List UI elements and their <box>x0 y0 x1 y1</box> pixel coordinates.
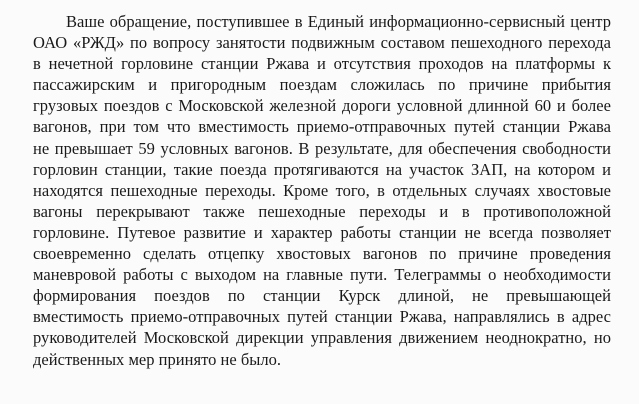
paragraph-line: Ваше обращение, поступившее в Единый информационно-сервисный центр <box>66 12 611 31</box>
paragraph-line: вагонов, при том что вместимость приемо-отправочных путей станции Ржава <box>33 117 611 137</box>
paragraph-line: пассажирским и пригородным поездам сложилась по причине прибытия <box>33 75 611 95</box>
letter-paragraph <box>33 11 611 370</box>
paragraph-line: горловин станции, такие поезда протягиваются на участок ЗАП, на котором и <box>33 159 611 179</box>
paragraph-line: своевременно сделать отцепку хвостовых вагонов по причине проведения <box>33 244 611 264</box>
paragraph-line: не превышает 59 условных вагонов. В результате, для обеспечения свободности <box>33 138 611 158</box>
paragraph-line: находятся пешеходные переходы. Кроме того, в отдельных случаях хвостовые <box>33 180 611 200</box>
paragraph-line: действенных мер принято не было. <box>33 349 282 369</box>
paragraph-line: руководителей Московской дирекции управления движением неоднократно, но <box>33 328 611 348</box>
paragraph-line: вместимость приемо-отправочных путей станции Ржава, направлялись в адрес <box>33 307 611 327</box>
paragraph-line: в нечетной горловине станции Ржава и отсутствия проходов на платформы к <box>33 54 611 74</box>
paragraph-line: вагоны перекрывают также пешеходные переходы и в противоположной <box>33 201 611 221</box>
paragraph-line: формирования поездов по станции Курск длиной, не превышающей <box>33 286 611 306</box>
paragraph-line: маневровой работы с выходом на главные пути. Телеграммы о необходимости <box>33 265 611 285</box>
paragraph-line: ОАО «РЖД» по вопросу занятости подвижным составом пешеходного перехода <box>33 33 611 53</box>
paragraph-line: грузовых поездов с Московской железной дороги условной длинной 60 и более <box>33 96 611 116</box>
paragraph-line: горловине. Путевое развитие и характер работы станции не всегда позволяет <box>33 222 611 242</box>
